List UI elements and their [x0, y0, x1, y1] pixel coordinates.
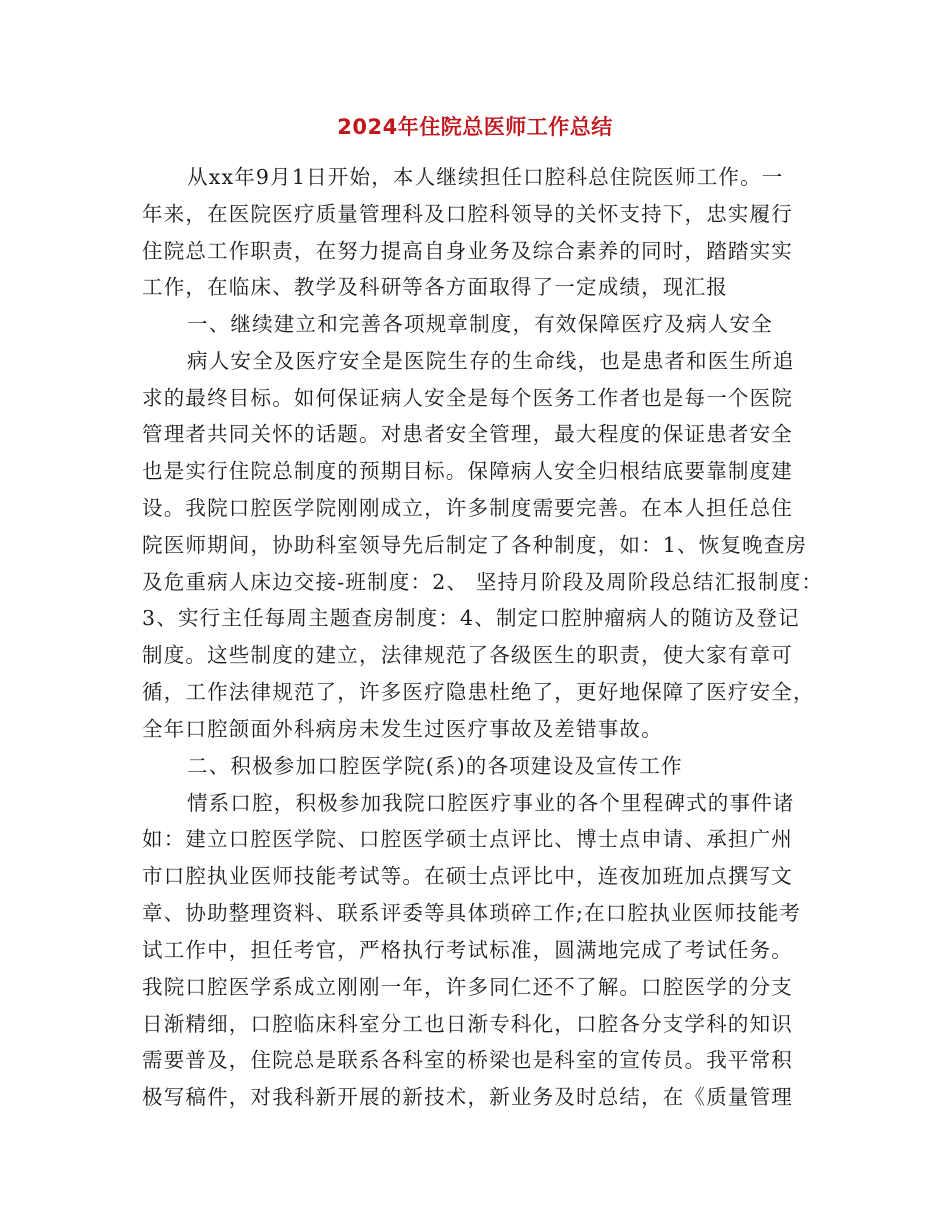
- body-line: 病人安全及医疗安全是医院生存的生命线，也是患者和医生所追: [187, 349, 795, 373]
- body-line: 试工作中，担任考官，严格执行考试标准，圆满地完成了考试任务。: [142, 938, 793, 962]
- body-line: 全年口腔颌面外科病房未发生过医疗事故及差错事故。: [142, 717, 663, 741]
- section-heading: 一、继续建立和完善各项规章制度，有效保障医疗及病人安全: [187, 312, 773, 336]
- body-line: 市口腔执业医师技能考试等。在硕士点评比中，连夜加班加点撰写文: [142, 864, 793, 888]
- body-line: 需要普及，住院总是联系各科室的桥梁也是科室的宣传员。我平常积: [142, 1048, 793, 1072]
- body-line: 也是实行住院总制度的预期目标。保障病人安全归根结底要靠制度建: [142, 459, 793, 483]
- body-line: 院医师期间，协助科室领导先后制定了各种制度，如：1、恢复晚查房: [142, 533, 808, 557]
- body-line: 章、协助整理资料、联系评委等具体琐碎工作;在口腔执业医师技能考: [142, 901, 802, 925]
- section-heading: 二、积极参加口腔医学院(系)的各项建设及宣传工作: [187, 754, 683, 778]
- body-line: 年来，在医院医疗质量管理科及口腔科领导的关怀支持下，忠实履行: [142, 202, 793, 226]
- body-line: 求的最终目标。如何保证病人安全是每个医务工作者也是每一个医院: [142, 386, 793, 410]
- body-line: 循，工作法律规范了，许多医疗隐患杜绝了，更好地保障了医疗安全，: [142, 680, 815, 704]
- body-line: 日渐精细，口腔临床科室分工也日渐专科化，口腔各分支学科的知识: [142, 1012, 793, 1036]
- body-line: 3、实行主任每周主题查房制度：4、制定口腔肿瘤病人的随访及登记: [142, 606, 800, 630]
- body-line: 及危重病人床边交接-班制度：2、 坚持月阶段及周阶段总结汇报制度：: [142, 570, 824, 594]
- body-line: 工作，在临床、教学及科研等各方面取得了一定成绩，现汇报: [142, 275, 728, 299]
- body-line: 情系口腔，积极参加我院口腔医疗事业的各个里程碑式的事件诸: [187, 791, 795, 815]
- body-line: 我院口腔医学系成立刚刚一年，许多同仁还不了解。口腔医学的分支: [142, 975, 793, 999]
- body-line: 管理者共同关怀的话题。对患者安全管理，最大程度的保证患者安全: [142, 422, 793, 446]
- document-title: 2024年住院总医师工作总结: [337, 115, 613, 139]
- body-line: 制度。这些制度的建立，法律规范了各级医生的职责，使大家有章可: [142, 643, 793, 667]
- body-line: 住院总工作职责，在努力提高自身业务及综合素养的同时，踏踏实实: [142, 239, 793, 263]
- body-line: 设。我院口腔医学院刚刚成立，许多制度需要完善。在本人担任总住: [142, 496, 793, 520]
- body-line: 从xx年9月1日开始，本人继续担任口腔科总住院医师工作。一: [187, 165, 784, 189]
- body-line: 如：建立口腔医学院、口腔医学硕士点评比、博士点申请、承担广州: [142, 827, 793, 851]
- body-line: 极写稿件，对我科新开展的新技术，新业务及时总结，在《质量管理: [142, 1085, 793, 1109]
